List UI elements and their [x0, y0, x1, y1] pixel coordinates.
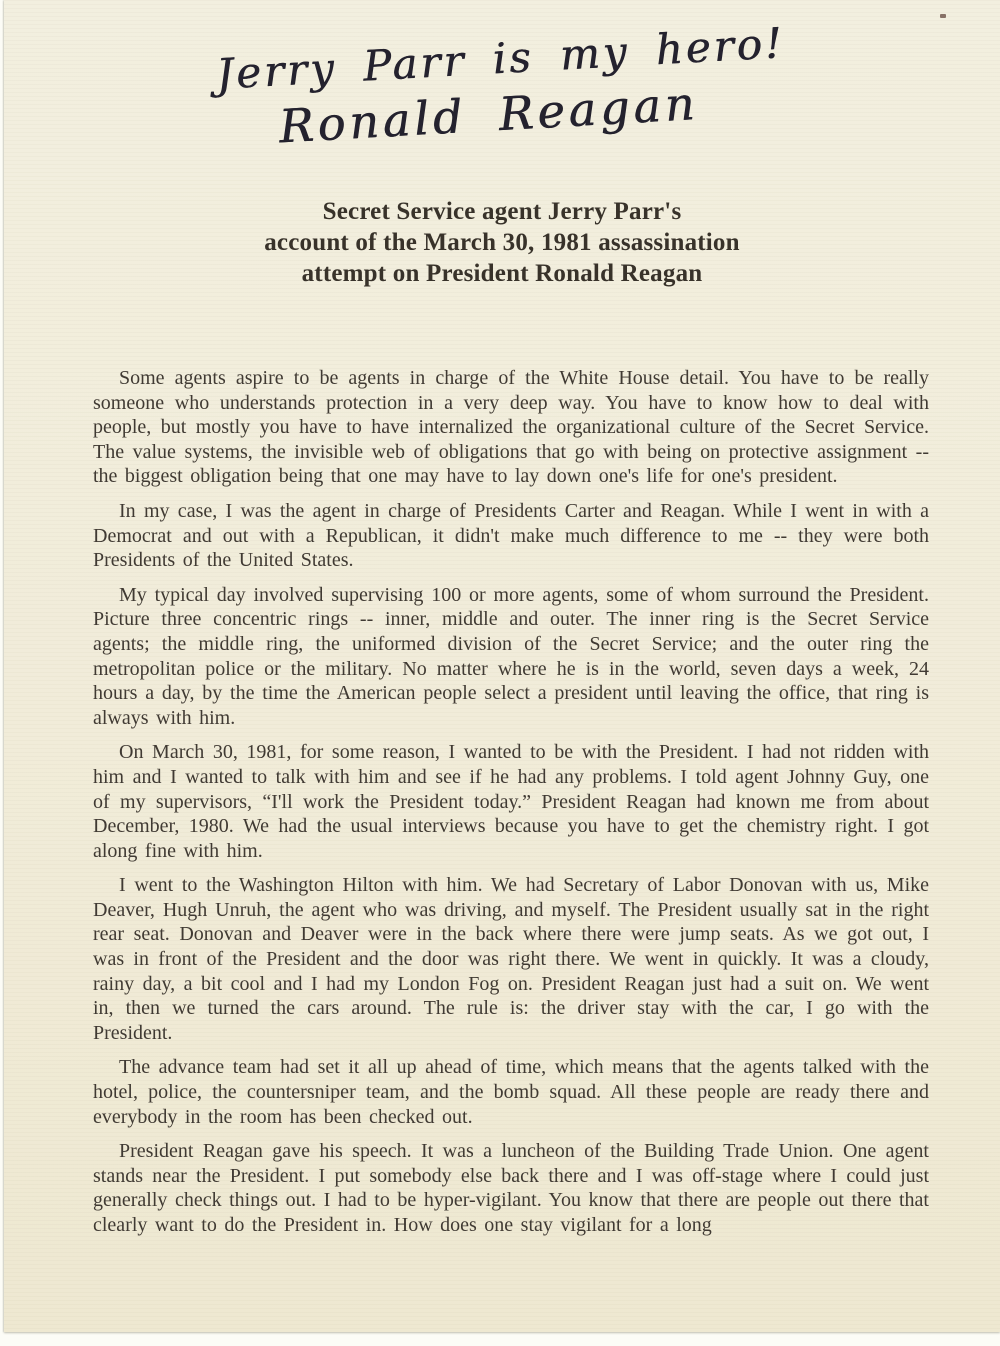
paragraph-1: Some agents aspire to be agents in charge of the White House detail. You have to be really someone who understands protection in a very deep way. You have to know how to deal with people, but mostly you have to have internalized the organizational culture of the Secret Service. The value systems, the invisible web of obligations that go with being on protective assignment -- the biggest obligation being that one may have to lay down one's life for one's president.	[93, 367, 929, 488]
paragraph-3: My typical day involved supervising 100 or more agents, some of whom surround the President. Picture three concentric rings -- inner, middle and outer. The inner ring is the Secret Service agents; the middle ring, the uniformed division of the Secret Service; and the outer ring the metropolitan police or the military. No matter where he is in the world, seven days a week, 24 hours a day, by the time the American people select a president until leaving the office, that ring is always with him.	[93, 583, 929, 729]
scanned-page	[4, 0, 1000, 1332]
paragraph-5: I went to the Washington Hilton with him. We had Secretary of Labor Donovan with us, Mike Deaver, Hugh Unruh, the agent who was driving, and myself. The President usually sat in the right rear seat. Donovan and Deaver were in the back where there were jump seats. As we got out, I was in front of the President and the door was right there. We went in quickly. It was a cloudy, rainy day, a bit cool and I had my London Fog on. President Reagan just had a suit on. We went in, then we turned the cars around. The rule is: the driver stay with the car, I go with the President.	[93, 874, 929, 1044]
document-title	[4, 196, 1000, 289]
paragraph-4: On March 30, 1981, for some reason, I wanted to be with the President. I had not ridden with him and I wanted to talk with him and see if he had any problems. I told agent Johnny Guy, one of my supervisors, “I'll work the President today.” President Reagan had known me from about December, 1980. We had the usual interviews because you have to get the chemistry right. I got along fine with him.	[93, 741, 929, 862]
title-line-3: attempt on President Ronald Reagan	[301, 260, 703, 287]
signature-ronald-reagan: Ronald Reagan	[277, 76, 700, 154]
paragraph-6: The advance team had set it all up ahead of time, which means that the agents talked with the hotel, police, the countersniper team, and the bomb squad. All these people are ready there and everybody in the room has been checked out.	[93, 1056, 929, 1128]
document-body	[93, 366, 929, 1248]
title-line-2: account of the March 30, 1981 assassination	[264, 229, 740, 256]
paragraph-7: President Reagan gave his speech. It was a luncheon of the Building Trade Union. One agent stands near the President. I put somebody else back there and I was off-stage where I could just generally check things out. I had to be hyper-vigilant. You know that there are people out there that clearly want to do the President in. How does one stay vigilant for a long	[93, 1140, 929, 1236]
inscription-text: Jerry Parr is my hero!	[214, 18, 786, 99]
handwritten-inscription	[2, 6, 1000, 168]
paragraph-2: In my case, I was the agent in charge of Presidents Carter and Reagan. While I went in with a Democrat and out with a Republican, it didn't make much difference to me -- they were both Presidents of the United States.	[93, 499, 929, 572]
title-line-1: Secret Service agent Jerry Parr's	[322, 198, 682, 225]
